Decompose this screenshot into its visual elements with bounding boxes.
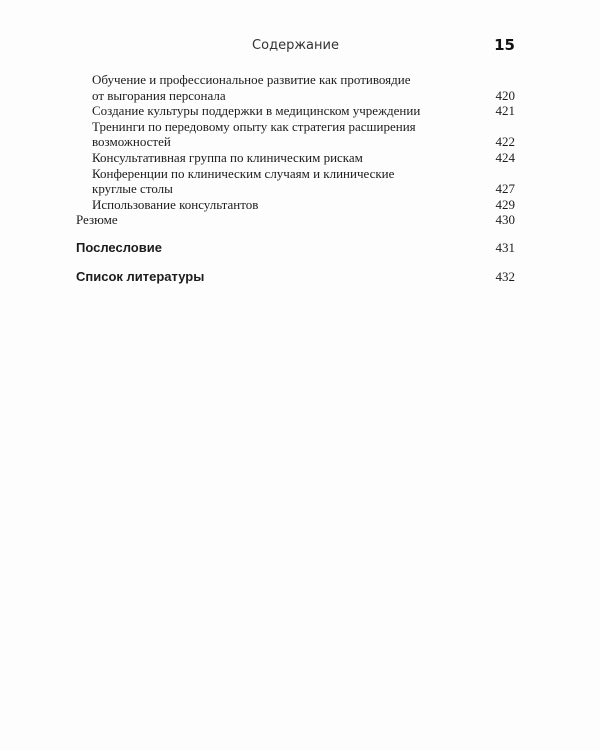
toc-entry[interactable] — [76, 150, 515, 166]
toc-entry-title: Тренинги по передовому опыту как стратегия расширения — [92, 118, 416, 134]
toc-entry[interactable] — [76, 166, 515, 197]
toc-entry-title: Конференции по клиническим случаям и клинические — [92, 165, 395, 181]
page-header — [76, 38, 515, 58]
toc-chapter-title: Послесловие — [76, 239, 162, 255]
toc-entry-page: 429 — [495, 196, 515, 212]
toc-entry-page: 421 — [495, 103, 515, 119]
table-of-contents — [76, 72, 515, 285]
toc-entry-title: от выгорания персонала — [92, 87, 226, 103]
toc-entry-page: 431 — [495, 239, 515, 255]
toc-chapter-entry[interactable] — [76, 240, 515, 256]
toc-entry-title: Консультативная группа по клиническим рискам — [92, 149, 363, 165]
toc-entry[interactable] — [76, 212, 515, 228]
toc-entry[interactable] — [76, 103, 515, 119]
toc-chapter-entry[interactable] — [76, 269, 515, 285]
toc-entry-page: 424 — [495, 149, 515, 165]
toc-entry-page: 420 — [495, 87, 515, 103]
toc-entry-page: 430 — [495, 212, 515, 228]
toc-entry-page: 422 — [495, 134, 515, 150]
toc-entry-title: круглые столы — [92, 181, 173, 197]
toc-entry-title: возможностей — [92, 134, 171, 150]
toc-entry-title: Использование консультантов — [92, 196, 259, 212]
toc-entry[interactable] — [76, 119, 515, 150]
toc-entry[interactable] — [76, 72, 515, 103]
toc-entry[interactable] — [76, 197, 515, 213]
toc-chapter-title: Список литературы — [76, 268, 205, 284]
page-number: 15 — [494, 36, 515, 54]
running-header-title: Содержание — [252, 38, 339, 53]
toc-entry-title: Создание культуры поддержки в медицинском учреждении — [92, 103, 421, 119]
toc-entry-page: 427 — [495, 181, 515, 197]
toc-entry-title: Резюме — [76, 212, 118, 228]
toc-entry-title: Обучение и профессиональное развитие как противоядие — [92, 72, 411, 87]
toc-entry-page: 432 — [495, 268, 515, 284]
